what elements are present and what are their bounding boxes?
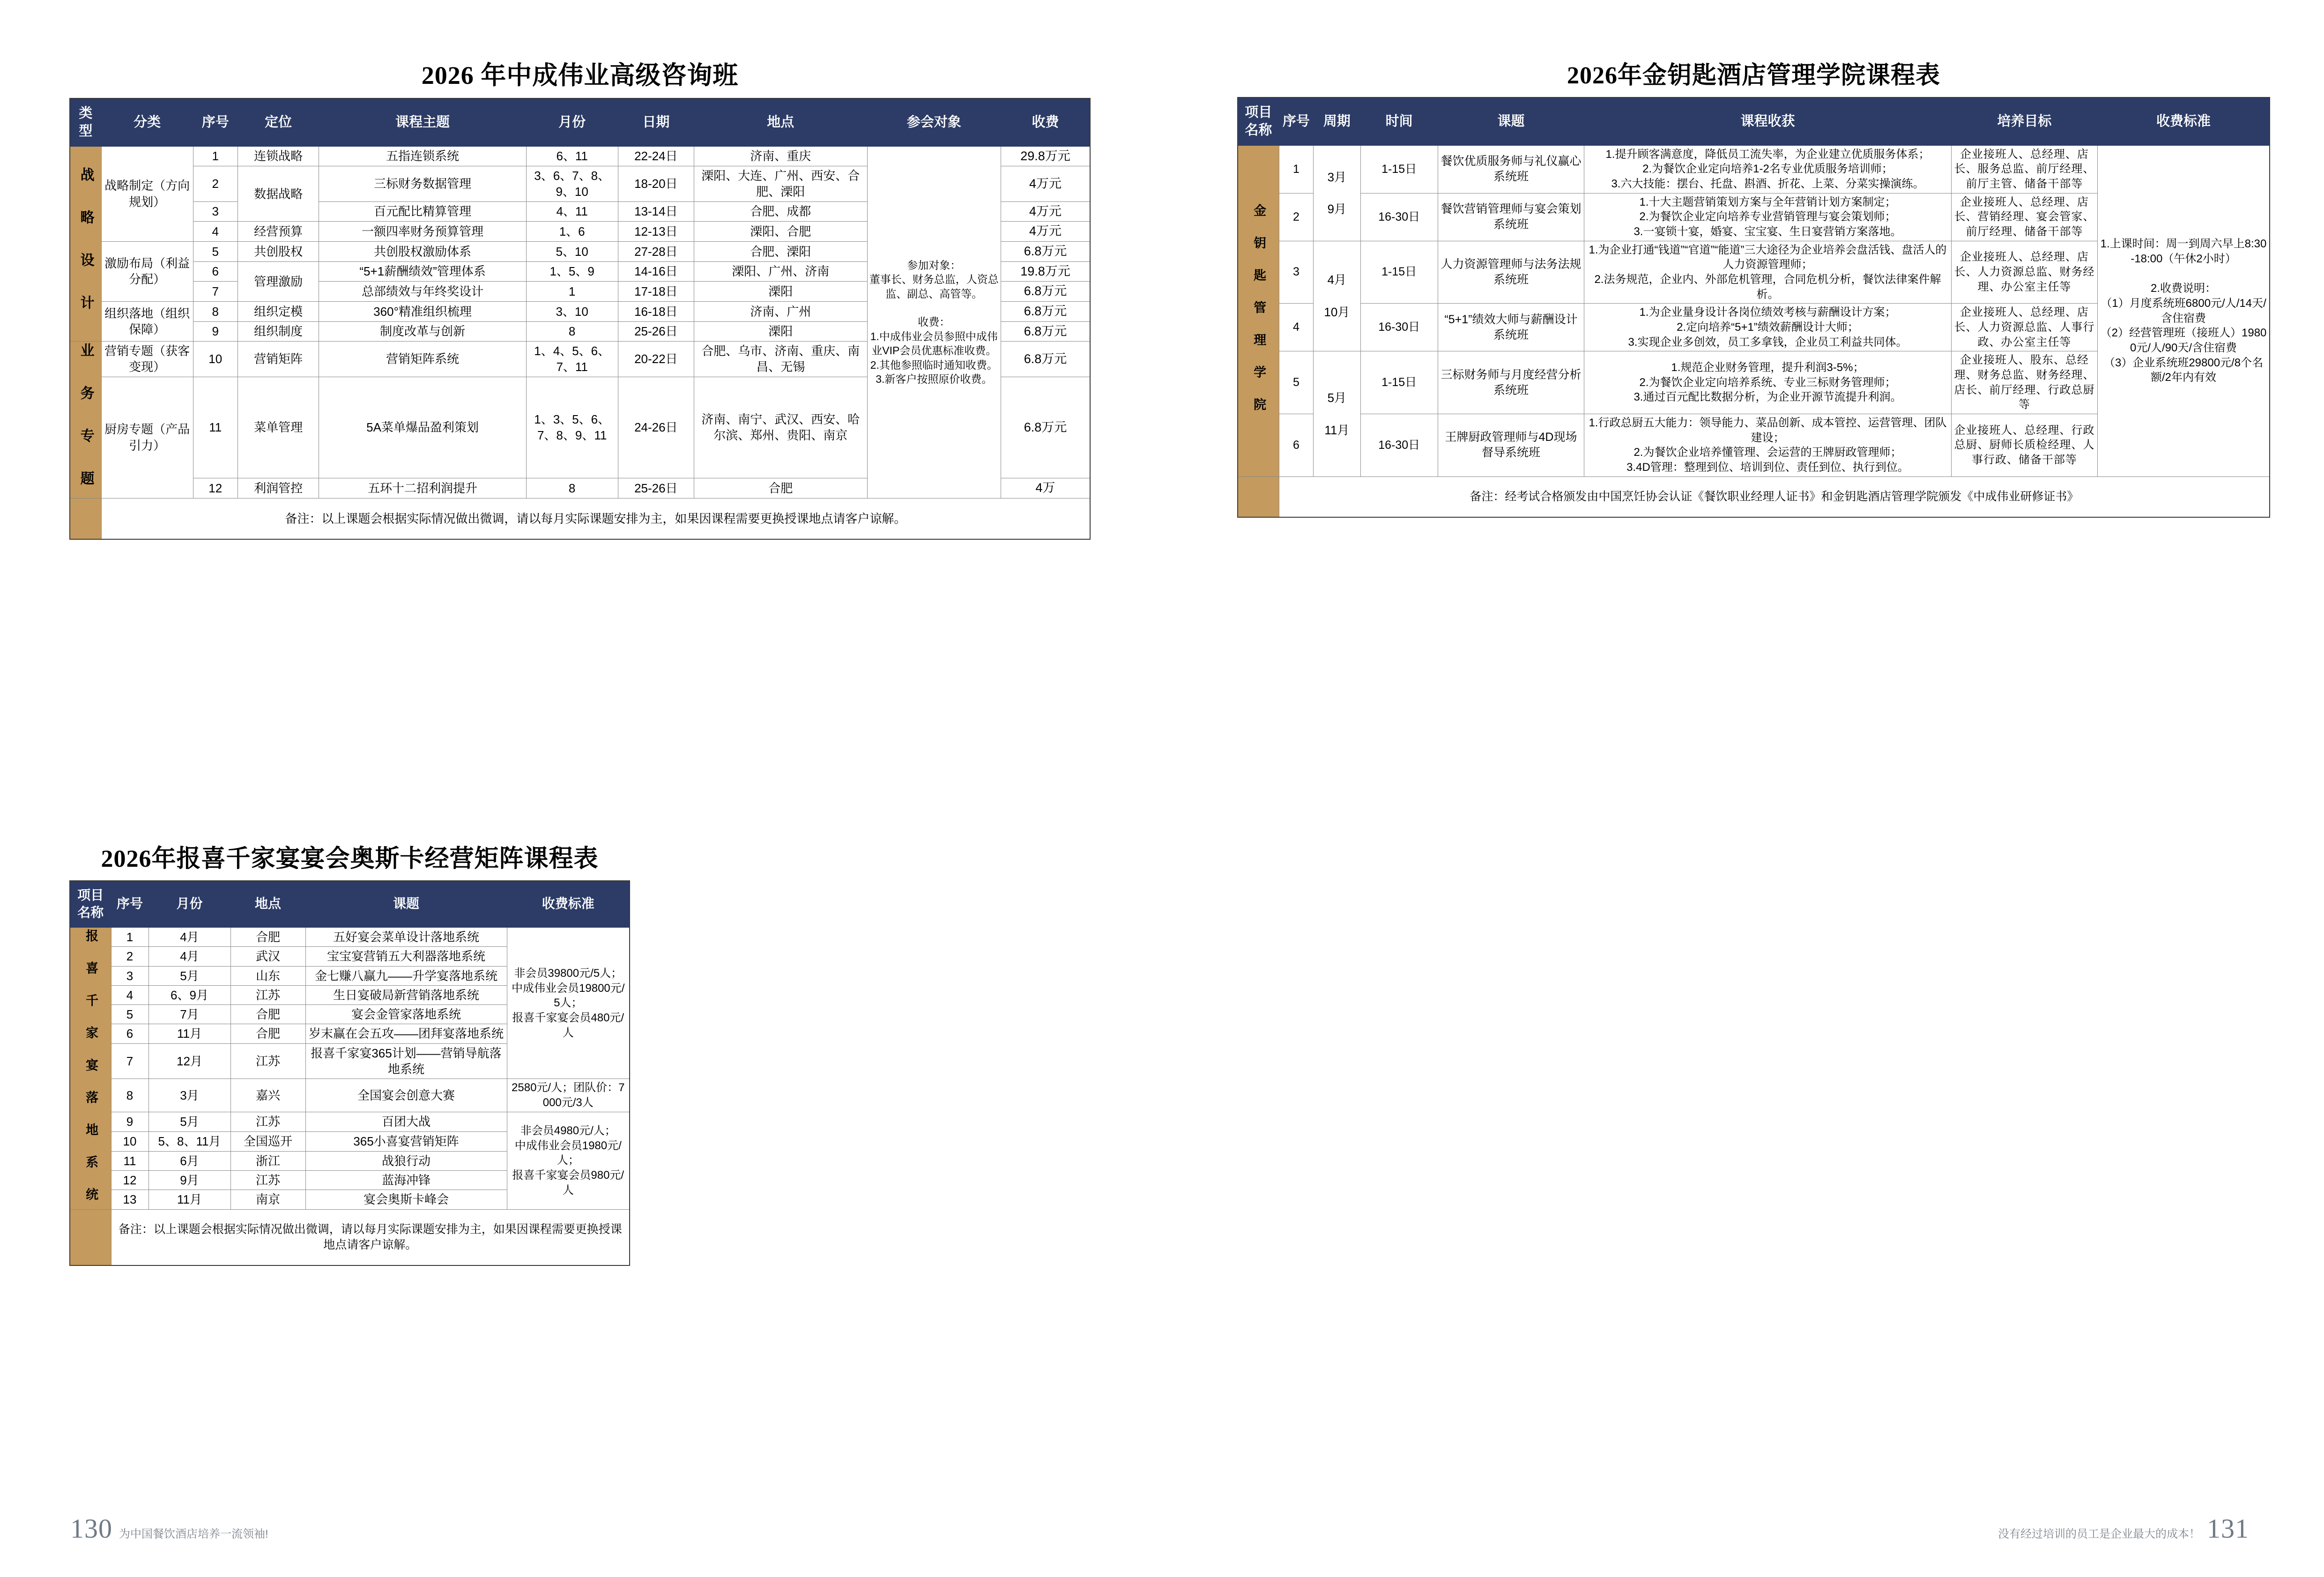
cell-time: 16-30日	[1360, 414, 1438, 476]
cell-place: 全国巡开	[230, 1132, 305, 1151]
table-row	[70, 1079, 630, 1112]
th-project-name: 项目名称	[70, 881, 111, 927]
th-gain: 课程收获	[1584, 97, 1952, 145]
cell-time: 1-15日	[1360, 351, 1438, 414]
cell-date: 25-26日	[618, 321, 694, 342]
cell-course-topic: 共创股权激励体系	[319, 242, 526, 262]
th-time: 时间	[1360, 97, 1438, 145]
cell-month: 1、4、5、6、7、11	[526, 342, 618, 377]
cell-topic: 五好宴会菜单设计落地系统	[305, 927, 507, 946]
vertical-label: 金 钥 匙 管 理 学 院	[1252, 204, 1266, 414]
cell-fee-standard: 非会员4980元/人； 中成伟业会员1980元/人； 报喜千家宴会员980元/人	[507, 1112, 630, 1209]
cell-project-name	[70, 927, 111, 1209]
cell-month: 6、9月	[148, 985, 230, 1004]
cell-course-topic: 5A菜单爆品盈利策划	[319, 377, 526, 478]
table3-note-row	[1238, 476, 2270, 517]
table3-header-row	[1238, 97, 2270, 145]
cell-topic: 岁末赢在会五攻——团拜宴落地系统	[305, 1024, 507, 1043]
cell-month: 1	[526, 282, 618, 302]
cell-position: 营销矩阵	[238, 342, 319, 377]
vertical-label: 报 喜 千 家 宴 落 地 系 统	[84, 929, 98, 1203]
cell-course-topic: 360°精准组织梳理	[319, 301, 526, 321]
cell-index: 3	[193, 201, 238, 222]
cell-place: 济南、南宁、武汉、西安、哈尔滨、郑州、贵阳、南京	[694, 377, 868, 478]
cell-index: 5	[193, 242, 238, 262]
th-index: 序号	[193, 98, 238, 146]
cell-fee-standard: 2580元/人；团队价：7000元/3人	[507, 1079, 630, 1112]
th-place: 地点	[230, 881, 305, 927]
cell-index: 12	[111, 1170, 148, 1190]
cell-fee: 4万元	[1001, 201, 1090, 222]
page-tagline-left: 为中国餐饮酒店培养一流领袖!	[119, 1528, 268, 1540]
cell-index: 6	[1279, 414, 1313, 476]
table3-title: 2026年金钥匙酒店管理学院课程表	[1567, 62, 1940, 89]
cell-time: 1-15日	[1360, 241, 1438, 304]
cell-date: 16-18日	[618, 301, 694, 321]
right-page	[1162, 0, 2324, 1577]
cell-date: 14-16日	[618, 261, 694, 282]
cell-index: 8	[111, 1079, 148, 1112]
cell-fee: 6.8万元	[1001, 301, 1090, 321]
cell-position: 组织制度	[238, 321, 319, 342]
cell-index: 2	[193, 166, 238, 202]
cell-fee: 4万元	[1001, 222, 1090, 242]
th-course-topic: 课程主题	[319, 98, 526, 146]
cell-audience-fee-note: 参加对象： 董事长、财务总监，人资总监、副总、高管等。 收费： 1.中成伟业会员参照中成伟业VIP会员优惠标准收费。 2.其他参照临时通知收费。 3.新客户按照原价收费。	[867, 146, 1001, 498]
cell-index: 10	[193, 342, 238, 377]
left-page-footer	[70, 1513, 268, 1544]
table-row	[70, 927, 630, 946]
cell-type	[70, 146, 101, 342]
cell-gain: 1.规范企业财务管理，提升利润3-5%； 2.为餐饮企业定向培养系统、专业三标财务管理师； 3.通过百元配比数据分析，为企业开源节流提升利润。	[1584, 351, 1952, 414]
cell-index: 11	[111, 1151, 148, 1170]
table3-block	[1237, 55, 2270, 518]
cell-place: 合肥	[230, 927, 305, 946]
table1	[69, 98, 1091, 540]
cell-month: 1、6	[526, 222, 618, 242]
cell-target: 企业接班人、总经理、店长、营销经理、宴会管家、前厅经理、储备干部等	[1951, 193, 2097, 241]
cell-index: 3	[1279, 241, 1313, 304]
cell-note: 备注：以上课题会根据实际情况做出微调，请以每月实际课题安排为主，如果因课程需要更换授课地点请客户谅解。	[111, 1209, 630, 1265]
cell-topic: 365小喜宴营销矩阵	[305, 1132, 507, 1151]
cell-date: 12-13日	[618, 222, 694, 242]
cell-month: 5月	[148, 1112, 230, 1132]
cell-target: 企业接班人、总经理、店长、人力资源总监、人事行政、办公室主任等	[1951, 304, 2097, 351]
cell-topic: 人力资源管理师与法务法规系统班	[1438, 241, 1584, 304]
cell-target: 企业接班人、股东、总经理、财务总监、财务经理、店长、前厅经理、行政总厨等	[1951, 351, 2097, 414]
cell-topic: 报喜千家宴365计划——营销导航落地系统	[305, 1043, 507, 1079]
th-cycle: 周期	[1314, 97, 1360, 145]
cell-month: 1、3、5、6、7、8、9、11	[526, 377, 618, 478]
th-fee-standard: 收费标准	[507, 881, 630, 927]
cell-index: 6	[193, 261, 238, 282]
th-index: 序号	[111, 881, 148, 927]
cell-target: 企业接班人、总经理、店长、服务总监、前厅经理、前厅主管、储备干部等	[1951, 145, 2097, 193]
cell-place: 嘉兴	[230, 1079, 305, 1112]
cell-index: 9	[111, 1112, 148, 1132]
cell-month: 3月	[148, 1079, 230, 1112]
cell-date: 24-26日	[618, 377, 694, 478]
cell-place: 浙江	[230, 1151, 305, 1170]
th-fee-standard: 收费标准	[2098, 97, 2270, 145]
cell-time: 16-30日	[1360, 304, 1438, 351]
cell-index: 2	[1279, 193, 1313, 241]
cell-month: 4、11	[526, 201, 618, 222]
cell-date: 18-20日	[618, 166, 694, 202]
cell-month: 3、6、7、8、9、10	[526, 166, 618, 202]
cell-fee: 4万元	[1001, 166, 1090, 202]
cell-date: 13-14日	[618, 201, 694, 222]
table3-body	[1238, 145, 2270, 517]
cell-index: 1	[111, 927, 148, 946]
cell-fee: 19.8万元	[1001, 261, 1090, 282]
cell-topic: 百团大战	[305, 1112, 507, 1132]
cell-index: 2	[111, 947, 148, 966]
table2-header-row	[70, 881, 630, 927]
cell-gain: 1.为企业打通“钱道”“官道”“能道”三大途径为企业培养会盘活钱、盘活人的人力资源管理师； 2.法务规范，企业内、外部危机管理，合同危机分析，餐饮法律案件解析。	[1584, 241, 1952, 304]
cell-index: 6	[111, 1024, 148, 1043]
cell-place: 溧阳、大连、广州、西安、合肥、溧阳	[694, 166, 868, 202]
cell-course-topic: 一额四率财务预算管理	[319, 222, 526, 242]
th-place: 地点	[694, 98, 868, 146]
cell-course-topic: “5+1薪酬绩效”管理体系	[319, 261, 526, 282]
cell-place: 溧阳、合肥	[694, 222, 868, 242]
th-audience: 参会对象	[867, 98, 1001, 146]
cell-topic: 蓝海冲锋	[305, 1170, 507, 1190]
page-number-left: 130	[70, 1513, 112, 1544]
cell-month: 11月	[148, 1024, 230, 1043]
cell-month: 9月	[148, 1170, 230, 1190]
cell-note: 备注：经考试合格颁发由中国烹饪协会认证《餐饮职业经理人证书》和金钥匙酒店管理学院颁发《中成伟业研修证书》	[1279, 476, 2270, 517]
cell-place: 合肥、溧阳	[694, 242, 868, 262]
cell-topic: 餐饮营销管理师与宴会策划系统班	[1438, 193, 1584, 241]
cell-fee: 4万	[1001, 478, 1090, 498]
table2-title: 2026年报喜千家宴宴会奥斯卡经营矩阵课程表	[101, 846, 599, 872]
table2-block	[69, 839, 630, 1266]
cell-topic: 三标财务师与月度经营分析系统班	[1438, 351, 1584, 414]
cell-month: 12月	[148, 1043, 230, 1079]
cell-category: 营销专题（获客变现）	[101, 342, 193, 377]
th-position: 定位	[238, 98, 319, 146]
cell-index: 4	[111, 985, 148, 1004]
cell-gain: 1.提升顾客满意度，降低员工流失率，为企业建立优质服务体系； 2.为餐饮企业定向培养1-2名专业优质服务培训师； 3.六大技能：摆台、托盘、斟酒、折花、上菜、分菜实操演练。	[1584, 145, 1952, 193]
cell-topic: 餐饮优质服务师与礼仪赢心系统班	[1438, 145, 1584, 193]
cell-position: 利润管控	[238, 478, 319, 498]
cell-month: 8	[526, 478, 618, 498]
cell-note-spacer	[70, 1209, 111, 1265]
vertical-label: 战 略 设 计	[78, 167, 94, 316]
cell-topic: 王牌厨政管理师与4D现场督导系统班	[1438, 414, 1584, 476]
cell-month: 5月	[148, 966, 230, 985]
cell-place: 江苏	[230, 1112, 305, 1132]
table1-header-row	[70, 98, 1090, 146]
cell-place: 合肥	[694, 478, 868, 498]
cell-index: 7	[111, 1043, 148, 1079]
cell-note-spacer	[70, 498, 101, 539]
cell-target: 企业接班人、总经理、店长、人力资源总监、财务经理、办公室主任等	[1951, 241, 2097, 304]
vertical-label: 业 务 专 题	[78, 343, 94, 492]
cell-date: 20-22日	[618, 342, 694, 377]
cell-fee-standard: 非会员39800元/5人； 中成伟业会员19800元/5人； 报喜千家宴会员480元/人	[507, 927, 630, 1079]
cell-note: 备注：以上课题会根据实际情况做出微调，请以每月实际课题安排为主，如果因课程需要更换授课地点请客户谅解。	[101, 498, 1090, 539]
cell-month: 5、8、11月	[148, 1132, 230, 1151]
cell-time: 1-15日	[1360, 145, 1438, 193]
cell-course-topic: 三标财务数据管理	[319, 166, 526, 202]
cell-course-topic: 制度改革与创新	[319, 321, 526, 342]
cell-place: 合肥	[230, 1024, 305, 1043]
cell-index: 10	[111, 1132, 148, 1151]
cell-index: 11	[193, 377, 238, 478]
cell-month: 1、5、9	[526, 261, 618, 282]
table3	[1237, 97, 2270, 518]
cell-course-topic: 五指连锁系统	[319, 146, 526, 166]
cell-index: 1	[193, 146, 238, 166]
cell-month: 6月	[148, 1151, 230, 1170]
cell-place: 济南、广州	[694, 301, 868, 321]
cell-position: 管理激励	[238, 261, 319, 301]
cell-fee: 6.8万元	[1001, 321, 1090, 342]
cell-month: 3、10	[526, 301, 618, 321]
cell-date: 27-28日	[618, 242, 694, 262]
cell-place: 武汉	[230, 947, 305, 966]
cell-place: 溧阳	[694, 321, 868, 342]
cell-course-topic: 五环十二招利润提升	[319, 478, 526, 498]
cell-place: 合肥	[230, 1005, 305, 1024]
page-number-right: 131	[2207, 1513, 2249, 1544]
cell-course-topic: 百元配比精算管理	[319, 201, 526, 222]
cell-gain: 1.行政总厨五大能力：领导能力、菜品创新、成本管控、运营管理、团队建设； 2.为餐饮企业培养懂管理、会运营的王牌厨政管理师； 3.4D管理：整理到位、培训到位、责任到位、执行到位。	[1584, 414, 1952, 476]
cell-index: 9	[193, 321, 238, 342]
cell-month: 7月	[148, 1005, 230, 1024]
table2	[69, 880, 630, 1266]
cell-topic: 全国宴会创意大赛	[305, 1079, 507, 1112]
cell-place: 溧阳	[694, 282, 868, 302]
cell-place: 江苏	[230, 985, 305, 1004]
cell-category: 激励布局（利益分配）	[101, 242, 193, 302]
cell-place: 济南、重庆	[694, 146, 868, 166]
cell-index: 5	[111, 1005, 148, 1024]
cell-month: 11月	[148, 1190, 230, 1209]
cell-course-topic: 营销矩阵系统	[319, 342, 526, 377]
th-topic: 课题	[305, 881, 507, 927]
table-row	[70, 1112, 630, 1132]
cell-place: 南京	[230, 1190, 305, 1209]
cell-position: 菜单管理	[238, 377, 319, 478]
table1-block	[69, 55, 1091, 540]
cell-index: 13	[111, 1190, 148, 1209]
cell-position: 共创股权	[238, 242, 319, 262]
table1-note-row	[70, 498, 1090, 539]
th-month: 月份	[148, 881, 230, 927]
cell-fee: 6.8万元	[1001, 282, 1090, 302]
cell-time: 16-30日	[1360, 193, 1438, 241]
cell-index: 7	[193, 282, 238, 302]
cell-fee: 6.8万元	[1001, 242, 1090, 262]
cell-topic: “5+1”绩效大师与薪酬设计系统班	[1438, 304, 1584, 351]
cell-target: 企业接班人、总经理、行政总厨、厨师长质检经理、人事行政、储备干部等	[1951, 414, 2097, 476]
page-tagline-right: 没有经过培训的员工是企业最大的成本！	[1998, 1528, 2200, 1540]
cell-place: 江苏	[230, 1170, 305, 1190]
cell-topic: 宴会金管家落地系统	[305, 1005, 507, 1024]
cell-topic: 金七赚八赢九——升学宴落地系统	[305, 966, 507, 985]
th-project-name: 项目名称	[1238, 97, 1279, 145]
cell-fee-standard: 1.上课时间：周一到周六早上8:30-18:00（午休2小时） 2.收费说明： （1）月度系统班6800元/人/14天/含住宿费 （2）经营管理班（接班人）19800元/人/90天/含住宿费 （3）企业系统班29800元/8个名额/2年内有效	[2098, 145, 2270, 476]
cell-index: 12	[193, 478, 238, 498]
table2-note-row	[70, 1209, 630, 1265]
th-topic: 课题	[1438, 97, 1584, 145]
cell-type	[70, 342, 101, 498]
cell-topic: 宴会奥斯卡峰会	[305, 1190, 507, 1209]
cell-fee: 6.8万元	[1001, 342, 1090, 377]
cell-position: 连锁战略	[238, 146, 319, 166]
cell-topic: 宝宝宴营销五大利器落地系统	[305, 947, 507, 966]
cell-place: 山东	[230, 966, 305, 985]
cell-position: 数据战略	[238, 166, 319, 222]
table1-title: 2026 年中成伟业高级咨询班	[421, 61, 739, 89]
cell-cycle: 3月 9月	[1314, 145, 1360, 241]
cell-note-spacer	[1238, 476, 1279, 517]
cell-date: 25-26日	[618, 478, 694, 498]
cell-date: 17-18日	[618, 282, 694, 302]
th-fee: 收费	[1001, 98, 1090, 146]
cell-index: 4	[1279, 304, 1313, 351]
cell-fee: 6.8万元	[1001, 377, 1090, 478]
cell-index: 1	[1279, 145, 1313, 193]
cell-fee: 29.8万元	[1001, 146, 1090, 166]
cell-cycle: 4月 10月	[1314, 241, 1360, 351]
cell-cycle: 5月 11月	[1314, 351, 1360, 476]
cell-gain: 1.十大主题营销策划方案与全年营销计划方案制定； 2.为餐饮企业定向培养专业营销管理与宴会策划师； 3.一宴锁十宴，婚宴、宝宝宴、生日宴营销方案落地。	[1584, 193, 1952, 241]
th-index: 序号	[1279, 97, 1313, 145]
cell-place: 合肥、成都	[694, 201, 868, 222]
cell-category: 厨房专题（产品引力）	[101, 377, 193, 498]
cell-topic: 战狼行动	[305, 1151, 507, 1170]
right-page-footer	[1998, 1513, 2249, 1544]
th-category: 分类	[101, 98, 193, 146]
cell-category: 组织落地（组织保障）	[101, 301, 193, 341]
cell-place: 江苏	[230, 1043, 305, 1079]
cell-course-topic: 总部绩效与年终奖设计	[319, 282, 526, 302]
cell-index: 4	[193, 222, 238, 242]
cell-month: 8	[526, 321, 618, 342]
th-type: 类型	[70, 98, 101, 146]
cell-place: 合肥、乌市、济南、重庆、南昌、无锡	[694, 342, 868, 377]
cell-gain: 1.为企业量身设计各岗位绩效考核与薪酬设计方案； 2.定向培养“5+1”绩效薪酬设计大师； 3.实现企业多创效，员工多拿钱，企业员工利益共同体。	[1584, 304, 1952, 351]
cell-month: 5、10	[526, 242, 618, 262]
cell-position: 经营预算	[238, 222, 319, 242]
th-month: 月份	[526, 98, 618, 146]
cell-topic: 生日宴破局新营销落地系统	[305, 985, 507, 1004]
cell-position: 组织定模	[238, 301, 319, 321]
cell-index: 8	[193, 301, 238, 321]
cell-index: 3	[111, 966, 148, 985]
table-row	[1238, 145, 2270, 193]
cell-project-name	[1238, 145, 1279, 476]
table2-body	[70, 927, 630, 1265]
cell-index: 5	[1279, 351, 1313, 414]
cell-place: 溧阳、广州、济南	[694, 261, 868, 282]
cell-date: 22-24日	[618, 146, 694, 166]
cell-month: 4月	[148, 947, 230, 966]
table-row	[70, 146, 1090, 166]
cell-category: 战略制定（方向规划）	[101, 146, 193, 242]
table1-body	[70, 146, 1090, 539]
th-date: 日期	[618, 98, 694, 146]
cell-month: 4月	[148, 927, 230, 946]
cell-month: 6、11	[526, 146, 618, 166]
th-target: 培养目标	[1951, 97, 2097, 145]
